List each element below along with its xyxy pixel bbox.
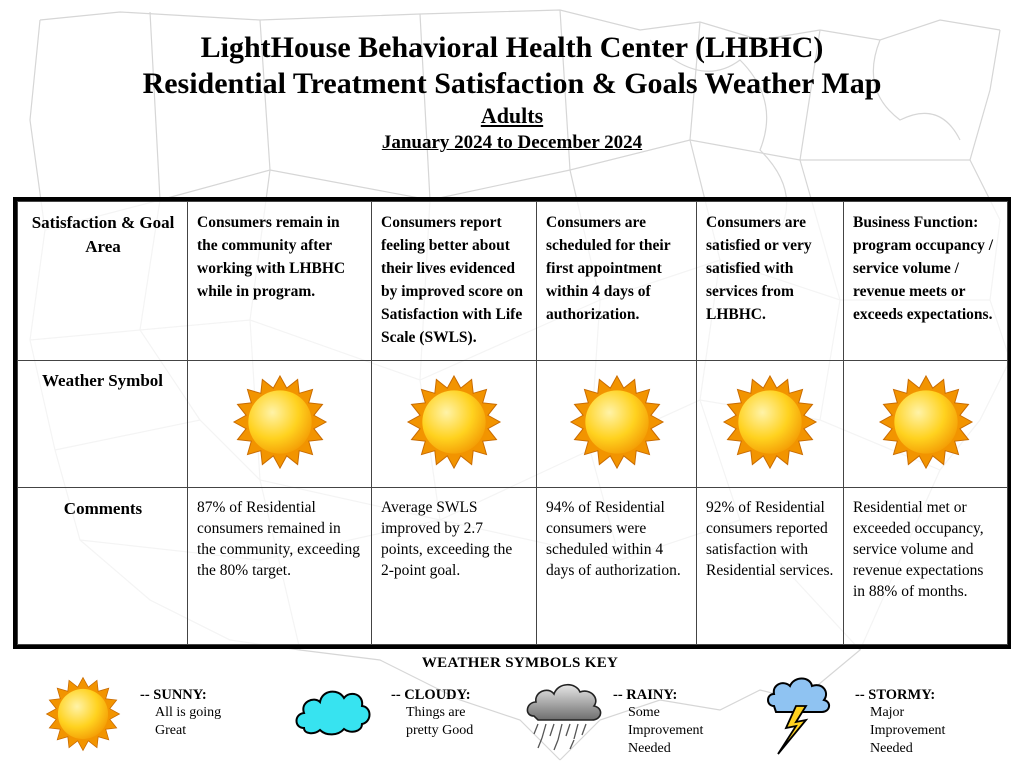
sun-icon — [569, 374, 665, 470]
key-desc: Things are — [406, 705, 466, 720]
key-desc: Needed — [628, 741, 671, 756]
goal-cell: Consumers are scheduled for their first appointment within 4 days of authorization. — [537, 202, 697, 361]
symbol-cell — [844, 361, 1008, 488]
sun-icon — [406, 374, 502, 470]
symbol-cell — [188, 361, 372, 488]
population-label: Adults — [480, 103, 544, 128]
symbol-cell — [537, 361, 697, 488]
key-desc: Major — [870, 705, 905, 720]
key-item-sunny — [140, 686, 221, 740]
sun-icon — [878, 374, 974, 470]
weather-map-table — [13, 197, 1011, 649]
row-label-symbol: Weather Symbol — [18, 361, 188, 488]
key-name: -- SUNNY: — [140, 687, 207, 703]
key-desc: Improvement — [870, 723, 946, 738]
key-item-stormy — [855, 686, 945, 758]
row-label-comments: Comments — [18, 488, 188, 645]
goal-area-row — [18, 202, 1008, 361]
comment-cell: 87% of Residential consumers remained in the community, exceeding the 80% target. — [188, 488, 372, 645]
key-item-cloudy — [391, 686, 473, 740]
key-name: -- CLOUDY: — [391, 687, 471, 703]
key-desc: Some — [628, 705, 660, 720]
key-desc: All is going — [155, 705, 222, 720]
key-name: -- RAINY: — [613, 687, 678, 703]
symbol-cell — [372, 361, 537, 488]
key-title: WEATHER SYMBOLS KEY — [421, 655, 619, 671]
report-title: Residential Treatment Satisfaction & Goals Weather Map — [142, 67, 882, 100]
comment-cell: Average SWLS improved by 2.7 points, exceeding the 2-point goal. — [372, 488, 537, 645]
rain-cloud-icon — [524, 676, 604, 752]
key-item-rainy — [613, 686, 703, 758]
symbol-cell — [697, 361, 844, 488]
cloud-icon — [292, 680, 374, 740]
comment-cell: 94% of Residential consumers were scheduled within 4 days of authorization. — [537, 488, 697, 645]
sun-icon — [722, 374, 818, 470]
key-name: -- STORMY: — [855, 687, 936, 703]
goal-cell: Business Function: program occupancy / service volume / revenue meets or exceeds expectations. — [844, 202, 1008, 361]
key-desc: Improvement — [628, 723, 704, 738]
comments-row — [18, 488, 1008, 645]
row-label-area: Satisfaction & Goal Area — [18, 202, 188, 361]
goal-cell: Consumers remain in the community after working with LHBHC while in program. — [188, 202, 372, 361]
period-label: January 2024 to December 2024 — [381, 132, 643, 153]
title-block — [0, 30, 1024, 156]
symbol-row — [18, 361, 1008, 488]
key-desc: Great — [155, 723, 187, 738]
comment-cell: Residential met or exceeded occupancy, service volume and revenue expectations in 88% of months. — [844, 488, 1008, 645]
goal-cell: Consumers are satisfied or very satisfied with services from LHBHC. — [697, 202, 844, 361]
key-desc: pretty Good — [406, 723, 474, 738]
goal-cell: Consumers report feeling better about their lives evidenced by improved score on Satisfaction with Life Scale (SWLS). — [372, 202, 537, 361]
storm-icon — [766, 676, 832, 758]
comment-cell: 92% of Residential consumers reported satisfaction with Residential services. — [697, 488, 844, 645]
sun-icon — [232, 374, 328, 470]
center-title: LightHouse Behavioral Health Center (LHBHC) — [200, 31, 824, 64]
key-desc: Needed — [870, 741, 913, 756]
sun-icon — [45, 676, 121, 752]
